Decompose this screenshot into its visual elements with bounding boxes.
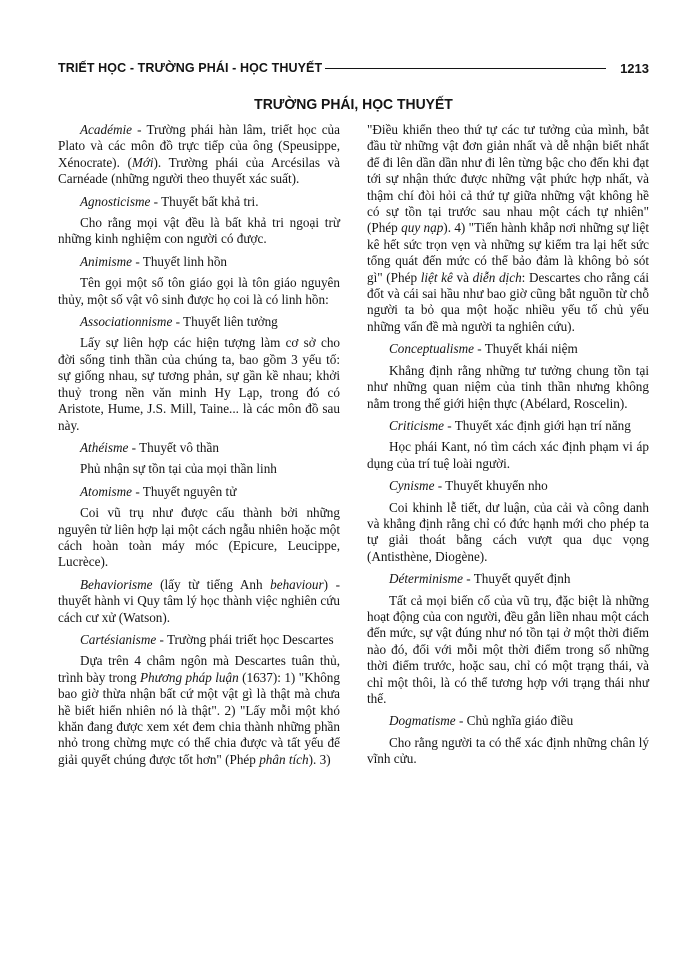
running-title: TRIẾT HỌC - TRƯỜNG PHÁI - HỌC THUYẾT xyxy=(58,61,323,75)
entry-cynisme: Cynisme - Thuyết khuyển nho xyxy=(389,478,548,494)
definition-associationnisme: Lấy sự liên hợp các hiện tượng làm cơ sở cho đời sống tinh thần của chúng ta, bao gồm 3 yếu tố: sự giống nhau, sự tương phản, sự gần kề nhau; khởi thuỷ trong nền văn minh Hy Lạp, trong đó có Aristote, Hume, J.S. Mill, Taine... là các môn đồ sau này. xyxy=(58,335,340,433)
entry-atomisme: Atomisme - Thuyết nguyên tử xyxy=(80,483,237,499)
term-determinisme: Déterminisme xyxy=(389,571,463,587)
section-title: TRƯỜNG PHÁI, HỌC THUYẾT xyxy=(254,96,453,113)
term-behaviorisme: Behaviorisme xyxy=(80,576,153,592)
definition-determinisme: Tất cả mọi biến cố của vũ trụ, đặc biệt là những hoạt động của con người, đều gắn liền nhau một cách đến mức, sự vật đúng như nó tồn tại ở một thời điểm nào đó, đối với mỗi một thời điểm trong số những thời điểm trước, hoặc sau, chỉ có một trạng thái, và chỉ một thôi, là có thể tương hợp với trạng thái như thế. xyxy=(367,592,649,706)
header-rule xyxy=(325,68,606,69)
entry-conceptualisme: Conceptualisme - Thuyết khái niệm xyxy=(389,341,578,357)
term-associationnisme: Associationnisme xyxy=(80,314,173,330)
term-atomisme: Atomisme xyxy=(80,483,133,499)
definition-atomisme: Coi vũ trụ như được cấu thành bởi những nguyên tử liên hợp lại một cách ngẫu nhiên hoặc một cách hoàn toàn máy móc (Epicure, Leucippe, Lucrèce). xyxy=(58,505,340,570)
page-number: 1213 xyxy=(620,60,649,76)
definition-animisme: Tên gọi một số tôn giáo gọi là tôn giáo nguyên thủy, một số vật vô sinh được họ coi là có linh hồn: xyxy=(58,275,340,307)
definition-criticisme: Học phái Kant, nó tìm cách xác định phạm vi áp dụng của trí tuệ loài người. xyxy=(367,439,649,471)
entry-agnosticisme: Agnosticisme - Thuyết bất khả tri. xyxy=(80,193,259,209)
term-cynisme: Cynisme xyxy=(389,478,435,494)
definition-atheisme: Phủ nhận sự tồn tại của mọi thần linh xyxy=(80,461,277,477)
term-animisme: Animisme xyxy=(80,253,133,269)
term-cartesianisme: Cartésianisme xyxy=(80,631,157,647)
entry-dogmatisme: Dogmatisme - Chủ nghĩa giáo điều xyxy=(389,713,574,729)
running-header xyxy=(58,58,649,78)
term-conceptualisme: Conceptualisme xyxy=(389,341,474,357)
definition-cartesianisme: Dựa trên 4 châm ngôn mà Descartes tuân thủ, trình bày trong Phương pháp luận (1637): 1) "Không bao giờ thừa nhận bất cứ một vật gì là thật mà chưa hề biết hiển nhiên nó là thật". 2) "Lấy mỗi một khó khăn đang được xem xét đem chia thành những phần nhỏ trong chừng mực có thể chia được và tất yếu để giải quyết chúng được tốt hơn" (Phép phân tích). 3) xyxy=(58,653,340,767)
term-agnosticisme: Agnosticisme xyxy=(80,193,151,209)
two-column-body xyxy=(58,122,649,774)
term-atheisme: Athéisme xyxy=(80,439,129,455)
definition-cynisme: Coi khinh lễ tiết, dư luận, của cải và công danh và khẳng định rằng chỉ có đức hạnh mới cho phép ta tự giải thoát bằng cách vượt qua dục vọng (Antisthène, Diogène). xyxy=(367,499,649,564)
entry-associationnisme: Associationnisme - Thuyết liên tưởng xyxy=(80,314,278,330)
entry-animisme: Animisme - Thuyết linh hồn xyxy=(80,253,228,269)
definition-cartesianisme-continued: "Điều khiển theo thứ tự các tư tưởng của mình, bắt đầu từ những vật đơn giản nhất và dễ nhận biết nhất để đi lên dần dần như đi lên từng bậc cho đến khi đạt tới sự nhận thức được những vật phức hợp nhất, và thậm chí đòi hỏi cả thứ tự giữa những vật không hề có sự tồn tại trước sau nhau một cách tự nhiên" (Phép quy nạp). 4) "Tiến hành khắp nơi những sự liệt kê hết sức trọn vẹn và những sự kiểm tra lại hết sức tổng quát đến mức có thể bảo đảm là không bỏ sót gì" (Phép liệt kê và diễn dịch: Descartes cho rằng cái đốt và cái sai hầu như bao giờ cũng bắt nguồn từ chỗ người ta bỏ qua một hoặc nhiều yếu tố chủ yếu những vấn đề mà người ta nghiên cứu). xyxy=(367,122,649,334)
definition-dogmatisme: Cho rằng người ta có thể xác định những chân lý vĩnh cửu. xyxy=(367,734,649,767)
term-dogmatisme: Dogmatisme xyxy=(389,713,456,729)
entry-academie: Académie - Trường phái hàn lâm, triết học của Plato và các môn đồ trực tiếp của ông (Speusippe, Xénocrate). (Mới). Trường phái của Arcésilas và Carnéade (những người theo thuyết xác suất). xyxy=(58,122,340,187)
entry-behaviorisme: Behaviorisme (lấy từ tiếng Anh behaviour) - thuyết hành vi Quy tâm lý học thành việc nghiên cứu cách cư xử (Watson). xyxy=(58,576,340,625)
entry-criticisme: Criticisme - Thuyết xác định giới hạn trí năng xyxy=(389,417,631,433)
right-column xyxy=(367,122,649,774)
term-academie: Académie xyxy=(80,122,132,137)
term-criticisme: Criticisme xyxy=(389,417,444,433)
definition-conceptualisme: Khẳng định rằng những tư tưởng chung tồn tại như những quan niệm của tinh thần nhưng không nằm trong thế giới hiện thực (Abélard, Roscelin). xyxy=(367,362,649,411)
left-column xyxy=(58,122,340,774)
entry-cartesianisme: Cartésianisme - Trường phái triết học Descartes xyxy=(80,631,334,647)
entry-atheisme: Athéisme - Thuyết vô thần xyxy=(80,439,219,455)
entry-determinisme: Déterminisme - Thuyết quyết định xyxy=(389,571,571,587)
definition-agnosticisme: Cho rằng mọi vật đều là bất khả tri ngoại trừ những kinh nghiệm con người có được. xyxy=(58,215,340,247)
